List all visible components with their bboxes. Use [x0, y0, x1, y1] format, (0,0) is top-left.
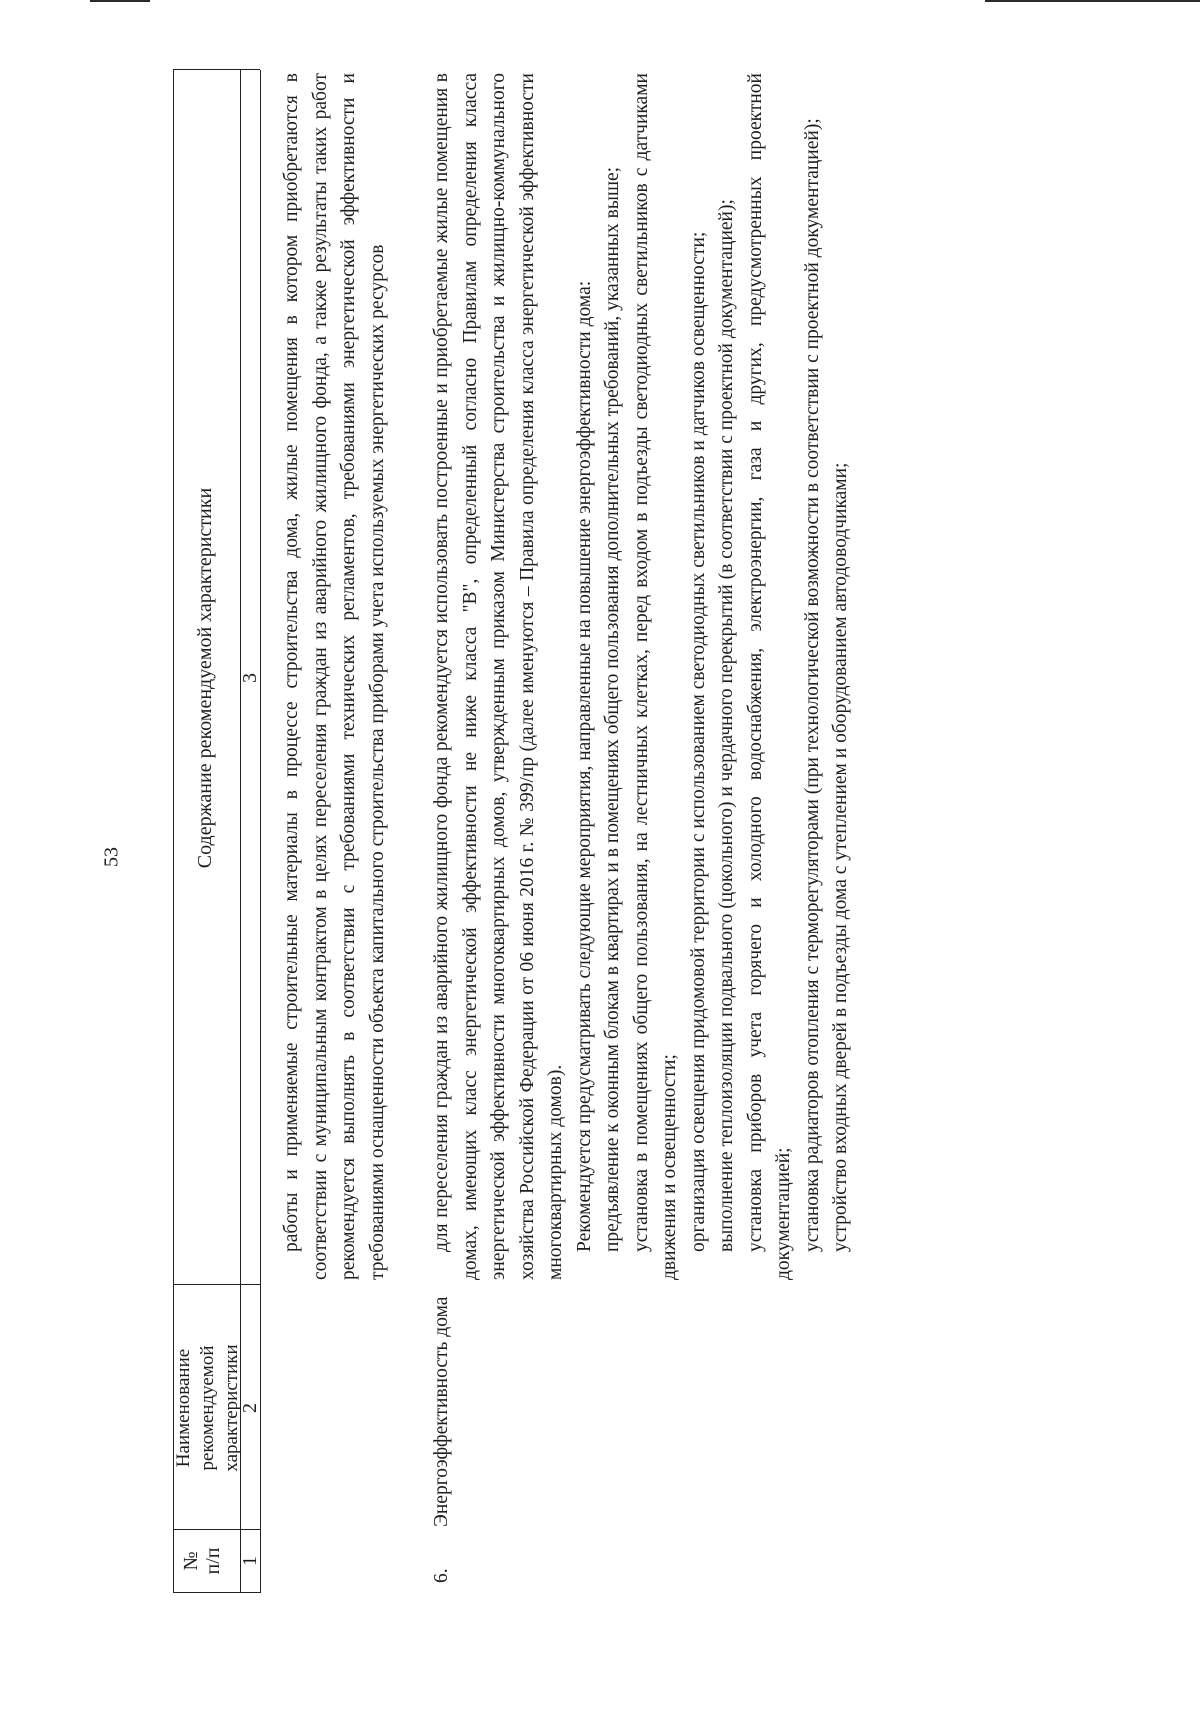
row6-content — [428, 73, 856, 1280]
column-number-3: 3 — [239, 673, 261, 683]
row6-number: 6. — [431, 1568, 452, 1583]
header-col1: № п/п — [180, 1547, 224, 1575]
table-right-rule — [173, 69, 260, 70]
row6-paragraph-8: установка радиаторов отопления с терморегуляторами (при технологической возможности в соответствии с проектной документацией); — [801, 118, 823, 1252]
col2-col3-rule — [173, 1284, 260, 1285]
row6-paragraph-4: установка в помещениях общего пользования, на лестничных клетках, перед входом в подъезды светодиодных светильников с датчиками движения и освещенности; — [630, 73, 680, 1280]
row6-paragraph-5: организация освещения придомовой территории с использованием светодиодных светильников и датчиков освещенности; — [687, 231, 709, 1252]
header-col2: Наименование рекомендуемой характеристики — [173, 1344, 242, 1472]
col1-col2-rule — [173, 1529, 260, 1530]
row6-paragraph-6: выполнение теплоизоляции подвального (цокольного) и чердачного перекрытий (в соответствии с проектной документацией); — [716, 199, 737, 1252]
table-left-rule — [173, 1592, 260, 1593]
continuation-paragraph — [278, 73, 392, 1280]
row6-name: Энергоэффективность дома — [431, 1296, 452, 1527]
row6-paragraph-7: установка приборов учета горячего и холодного водоснабжения, электроэнергии, газа и других, предусмотренных проектной документацией; — [744, 73, 794, 1280]
row6-paragraph-9: устройство входных дверей в подъезды дома с утеплением и оборудованием автодоводчиками; — [830, 462, 851, 1252]
column-number-1: 1 — [239, 1556, 261, 1566]
column-number-2: 2 — [239, 1403, 261, 1413]
header-col3: Содержание рекомендуемой характеристики — [194, 487, 216, 869]
row6-paragraph-2: Рекомендуется предусматривать следующие мероприятия, направленные на повышение энергоэффективности дома: — [573, 280, 595, 1252]
continuation-paragraph-text: работы и применяемые строительные материалы в процессе строительства дома, жилые помещения в котором приобретаются в соответствии с муниципальным контрактом в целях переселения граждан из аварийного жилищного фонда, а также результаты таких работ рекомендуется выполнять в соответствии с требованиями технических регламентов, требованиями энергетической эффективности и требованиями оснащенности объекта капитального строительства приборами учета используемых энергетических ресурсов — [281, 73, 388, 1280]
page-number: 53 — [100, 847, 123, 867]
row6-paragraph-3: предъявление к оконным блокам в квартирах и в помещениях общего пользования дополнительных требований, указанных выше; — [602, 166, 623, 1252]
row6-paragraph-1: для переселения граждан из аварийного жилищного фонда рекомендуется использовать построенные и приобретаемые жилые помещения в домах, имеющих класс энергетической эффективности не ниже класса "В", определенный согласно Правилам определения класса энергетической эффективности многоквартирных домов, утвержденным приказом Министерства строительства и жилищно-коммунального хозяйства Российской Федерации от 06 июня 2016 г. № 399/пр (далее именуются – Правила определения класса энергетической эффективности многоквартирных домов). — [431, 73, 566, 1280]
